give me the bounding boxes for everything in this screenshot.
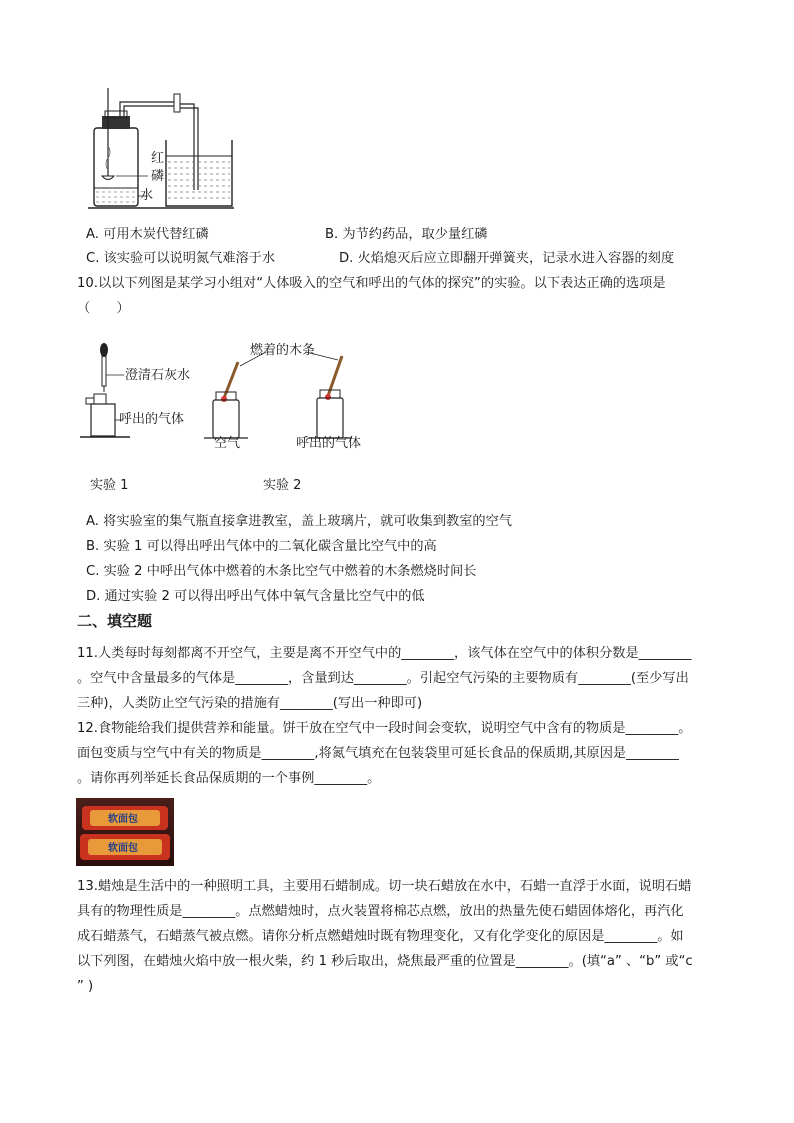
q9-option-d: D. 火焰熄灭后应立即翻开弹簧夹，记录水进入容器的刻度	[339, 251, 675, 266]
breath-experiment-figure	[76, 340, 376, 450]
q9-option-b: B. 为节约药品，取少量红磷	[325, 227, 488, 242]
label-burning-stick: 燃着的木条	[250, 343, 316, 358]
label-exhaled-left: 呼出的气体	[119, 412, 185, 427]
q13-line-3: 成石蜡蒸气，石蜡蒸气被点燃。请你分析点燃蜡烛时既有物理变化，又有化学变化的原因是________。如	[77, 929, 684, 944]
q10-stem-paren: （ ）	[77, 301, 130, 316]
label-phosphorus: 磷	[151, 169, 165, 184]
q13-line-2: 具有的物理性质是________。点燃蜡烛时，点火装置将棉芯点燃，放出的热量先使石蜡固体熔化，再汽化	[77, 904, 684, 919]
label-exhaled-right: 呼出的气体	[296, 436, 362, 451]
q10-option-c: C. 实验 2 中呼出气体中燃着的木条比空气中燃着的木条燃烧时间长	[86, 564, 477, 579]
q11-line-3: 三种)，人类防止空气污染的措施有________(写出一种即可)	[77, 696, 423, 711]
q11-line-2: 。空气中含量最多的气体是________，含量到达________。引起空气污染的主要物质有________(至少写出	[77, 671, 689, 686]
q11-line-1: 11.人类每时每刻都离不开空气，主要是离不开空气中的________，该气体在空气中的体积分数是________	[77, 646, 692, 661]
q12-line-3: 。请你再列举延长食品保质期的一个事例________。	[77, 771, 381, 786]
label-experiment-1: 实验 1	[90, 478, 129, 493]
bread-package-top	[82, 806, 168, 830]
label-air: 空气	[214, 436, 241, 451]
label-limewater: 澄清石灰水	[125, 368, 191, 383]
q13-line-5: ” )	[77, 979, 94, 994]
bread-label-bottom: 软面包	[108, 843, 138, 854]
section-title: 二、填空题	[77, 612, 153, 630]
label-experiment-2: 实验 2	[263, 478, 302, 493]
q13-line-4: 以下列图，在蜡烛火焰中放一根火柴，约 1 秒后取出，烧焦最严重的位置是________。(填“a” 、“b” 或“c	[77, 954, 693, 969]
q9-option-a: A. 可用木炭代替红磷	[86, 227, 209, 242]
q13-line-1: 13.蜡烛是生活中的一种照明工具，主要用石蜡制成。切一块石蜡放在水中，石蜡一直浮于水面，说明石蜡	[77, 879, 692, 894]
q10-option-b: B. 实验 1 可以得出呼出气体中的二氧化碳含量比空气中的高	[86, 539, 437, 554]
q9-option-c: C. 该实验可以说明氮气难溶于水	[86, 251, 276, 266]
q12-line-1: 12.食物能给我们提供营养和能量。饼干放在空气中一段时间会变软，说明空气中含有的物质是________。	[77, 721, 692, 736]
bread-package-bottom	[80, 834, 170, 860]
q10-option-a: A. 将实验室的集气瓶直接拿进教室，盖上玻璃片，就可收集到教室的空气	[86, 514, 512, 529]
q10-stem: 10.以以下列图是某学习小组对“人体吸入的空气和呼出的气体的探究”的实验。以下表达正确的选项是	[77, 276, 666, 291]
q10-option-d: D. 通过实验 2 可以得出呼出气体中氧气含量比空气中的低	[86, 589, 425, 604]
q12-line-2: 面包变质与空气中有关的物质是________,将氮气填充在包装袋里可延长食品的保质期,其原因是________	[77, 746, 679, 761]
label-red: 红	[151, 151, 165, 166]
bread-label-top: 软面包	[108, 814, 138, 825]
label-water: 水	[140, 188, 154, 203]
phosphorus-apparatus-figure	[82, 80, 242, 215]
bread-photo	[76, 798, 174, 866]
